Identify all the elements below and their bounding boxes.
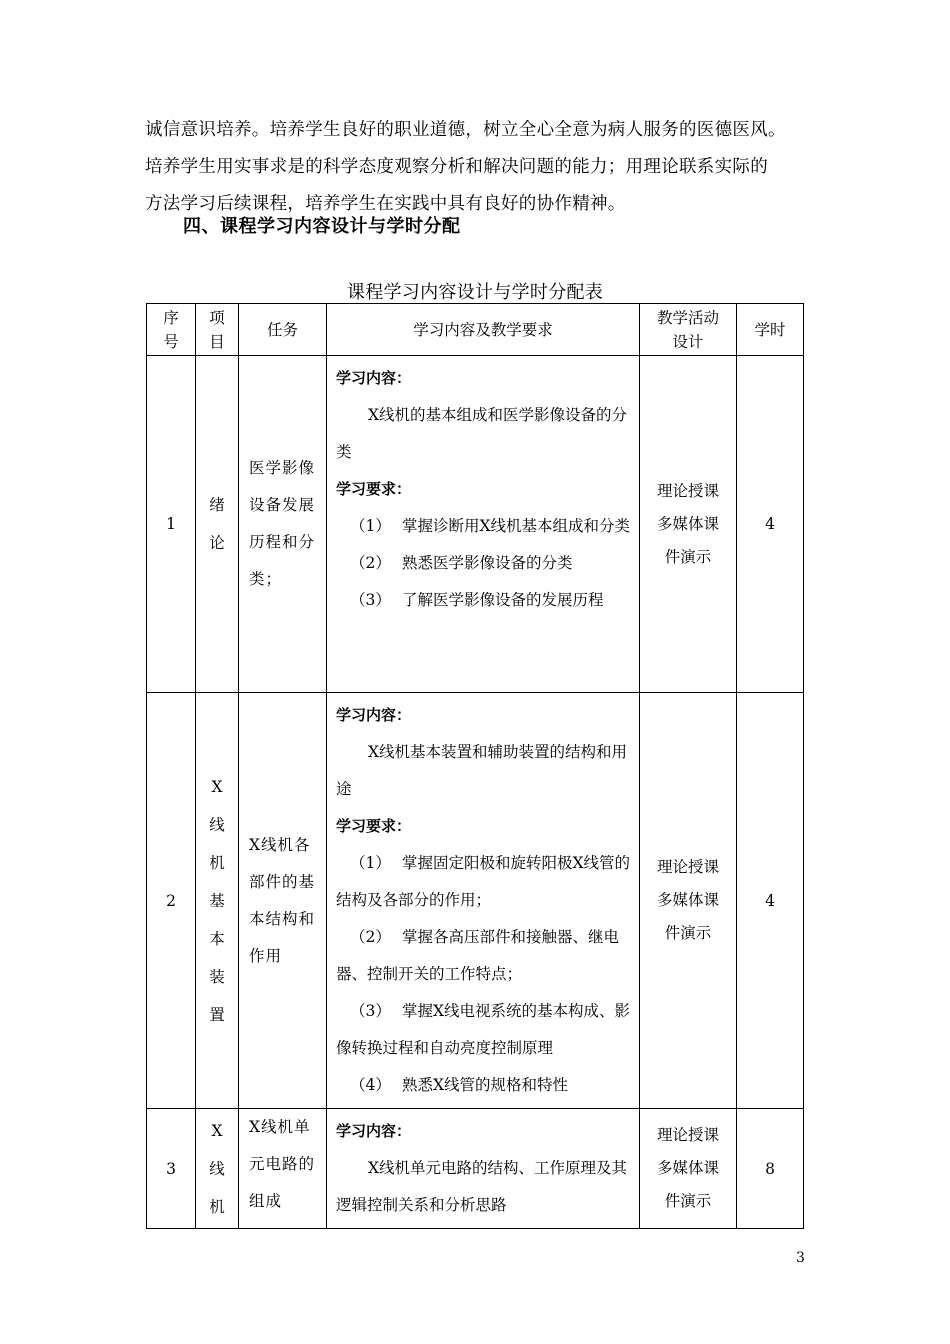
header-hours [737,304,804,356]
requirement-item [336,508,631,545]
row-num: 2 [147,693,196,1109]
header-task-label: 任务 [266,320,298,339]
requirement-text: 熟悉医学影像设备的分类 [402,554,573,572]
requirement-text: 熟悉X线管的规格和特性 [402,1076,569,1094]
table-header-row [147,304,804,356]
row-activity [640,356,737,693]
row-num: 1 [147,356,196,693]
row-content [327,1109,640,1229]
requirement-number: （2） [350,554,391,572]
requirements-label: 学习要求： [336,480,412,498]
content-text: X线机基本装置和辅助装置的结构和用途 [336,743,628,798]
header-project-label: 项 目 [209,308,225,351]
requirement-text: 掌握X线电视系统的基本构成、影像转换过程和自动亮度控制原理 [336,1002,631,1057]
requirement-item [336,545,631,582]
header-project [196,304,239,356]
header-activity-label: 教学活动 设计 [656,308,719,351]
requirement-number: （4） [350,1076,391,1094]
requirement-number: （2） [350,928,391,946]
row-project [196,693,239,1109]
course-plan-table [146,303,804,1229]
requirement-item [336,582,631,619]
requirement-text: 了解医学影像设备的发展历程 [402,591,604,609]
header-content [327,304,640,356]
row-content [327,356,640,693]
row-project-text: X 线 机 [209,1121,225,1216]
page-number: 3 [796,1250,805,1266]
requirement-item [336,1067,631,1104]
header-content-label: 学习内容及教学要求 [413,320,553,339]
requirement-number: （3） [350,591,391,609]
requirement-text: 掌握各高压部件和接触器、继电器、控制开关的工作特点； [336,928,620,983]
requirement-item [336,919,631,993]
requirement-number: （1） [350,854,391,872]
row-content [327,693,640,1109]
requirement-text: 掌握固定阳极和旋转阳极X线管的结构及各部分的作用； [336,854,631,909]
row-num: 3 [147,1109,196,1229]
row-activity [640,693,737,1109]
row-hours: 4 [737,356,804,693]
header-num [147,304,196,356]
row-task: X线机单元电路的组成 [239,1109,327,1229]
row-task: 医学影像设备发展历程和分类； [239,356,327,693]
intro-line: 培养学生用实事求是的科学态度观察分析和解决问题的能力；用理论联系实际的 [145,157,768,177]
content-label: 学习内容： [336,706,412,724]
row-project-text: X 线 机 基 本 装 置 [209,777,225,1024]
row-activity-text: 理论授课 多媒体课 件演示 [656,858,719,942]
content-label: 学习内容： [336,1122,412,1140]
content-label: 学习内容： [336,369,412,387]
row-task: X线机各部件的基本结构和作用 [239,693,327,1109]
content-text: X线机单元电路的结构、工作原理及其逻辑控制关系和分析思路 [336,1159,628,1214]
intro-line: 诚信意识培养。培养学生良好的职业道德，树立全心全意为病人服务的医德医风。 [145,120,786,140]
table-row [147,356,804,693]
header-activity [640,304,737,356]
row-hours: 8 [737,1109,804,1229]
intro-paragraph [145,112,810,223]
requirement-number: （3） [350,1002,391,1020]
requirements-label: 学习要求： [336,817,412,835]
content-text: X线机的基本组成和医学影像设备的分类 [336,406,628,461]
table-row [147,1109,804,1229]
row-activity-text: 理论授课 多媒体课 件演示 [656,481,719,566]
header-hours-label: 学时 [754,320,786,339]
requirement-text: 掌握诊断用X线机基本组成和分类 [402,517,631,535]
row-project [196,356,239,693]
requirement-item [336,845,631,919]
header-task [239,304,327,356]
row-project [196,1109,239,1229]
row-activity-text: 理论授课 多媒体课 件演示 [656,1126,719,1210]
intro-line: 方法学习后续课程，培养学生在实践中具有良好的协作精神。 [145,194,626,214]
requirement-number: （1） [350,517,391,535]
row-hours: 4 [737,693,804,1109]
section-heading: 四、课程学习内容设计与学时分配 [183,216,461,237]
row-project-text: 绪 论 [209,496,225,552]
requirement-item [336,993,631,1067]
table-row [147,693,804,1109]
header-num-label: 序 号 [163,308,179,351]
row-activity [640,1109,737,1229]
table-caption: 课程学习内容设计与学时分配表 [346,282,604,303]
